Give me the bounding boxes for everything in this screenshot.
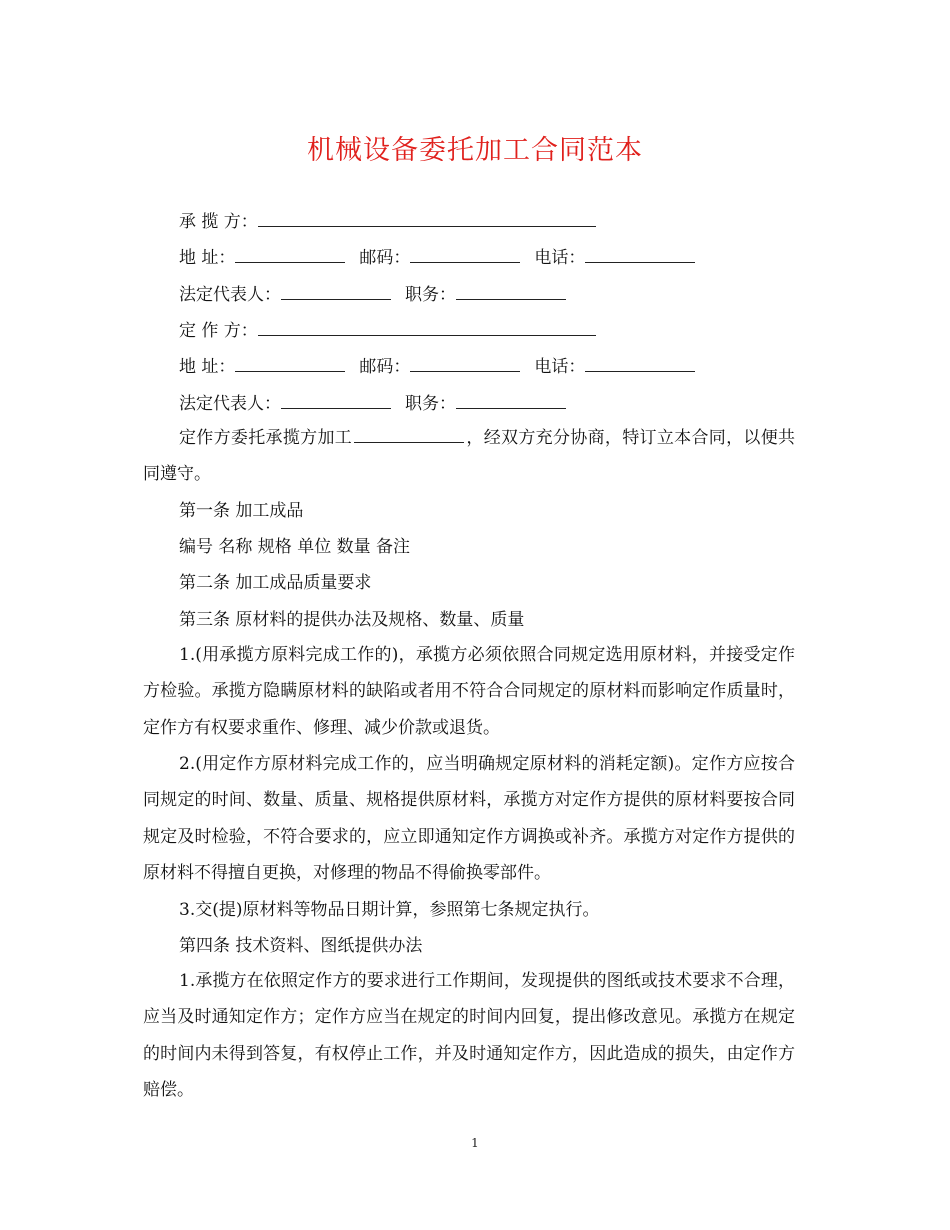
contractor-name-label: 承 揽 方： bbox=[179, 212, 258, 232]
contractor-position-label: 职务： bbox=[405, 285, 456, 305]
page-number: 1 bbox=[471, 1136, 479, 1150]
orderer-legal-rep-field[interactable] bbox=[281, 390, 391, 409]
contractor-legal-rep-field[interactable] bbox=[281, 281, 391, 300]
article-3-heading: 第三条 原材料的提供办法及规格、数量、质量 bbox=[179, 610, 525, 630]
orderer-phone-label: 电话： bbox=[534, 357, 586, 377]
orderer-name-line bbox=[179, 317, 600, 343]
orderer-postcode-label: 邮码： bbox=[359, 357, 411, 377]
orderer-name-label: 定 作 方： bbox=[179, 321, 258, 341]
orderer-legal-rep-label: 法定代表人： bbox=[179, 394, 281, 414]
orderer-name-field[interactable] bbox=[258, 317, 596, 336]
orderer-address-line bbox=[179, 353, 699, 379]
contractor-name-line bbox=[179, 208, 600, 234]
orderer-address-label: 地 址： bbox=[179, 357, 236, 377]
contractor-legal-rep-line bbox=[179, 281, 570, 307]
contractor-name-field[interactable] bbox=[258, 208, 596, 227]
article-4-heading: 第四条 技术资料、图纸提供办法 bbox=[179, 936, 423, 956]
orderer-address-field[interactable] bbox=[235, 353, 345, 372]
contractor-address-field[interactable] bbox=[235, 244, 345, 263]
intro-product-field[interactable] bbox=[354, 424, 464, 443]
contractor-legal-rep-label: 法定代表人： bbox=[179, 285, 281, 305]
article-1-heading: 第一条 加工成品 bbox=[179, 501, 304, 521]
intro-text-before: 定作方委托承揽方加工 bbox=[179, 428, 353, 448]
contractor-address-line bbox=[179, 244, 699, 270]
contractor-address-label: 地 址： bbox=[179, 248, 236, 268]
intro-text-after: ，经双方充分协商，特订立本合同，以便共同遵守。 bbox=[143, 428, 796, 485]
clause-3-1: 1.(用承揽方原料完成工作的)，承揽方必须依照合同规定选用原材料，并接受定作方检验。承揽方隐瞒原材料的缺陷或者用不符合合同规定的原材料而影响定作质量时，定作方有权要求重作、修理、减少价款或退货。 bbox=[143, 645, 795, 738]
contractor-phone-label: 电话： bbox=[534, 248, 586, 268]
contractor-postcode-field[interactable] bbox=[410, 244, 520, 263]
intro-paragraph bbox=[143, 420, 795, 493]
clause-4-1: 1.承揽方在依照定作方的要求进行工作期间，发现提供的图纸或技术要求不合理，应当及时通知定作方；定作方应当在规定的时间内回复，提出修改意见。承揽方在规定的时间内未得到答复，有权停止工作，并及时通知定作方，因此造成的损失，由定作方赔偿。 bbox=[143, 971, 795, 1100]
orderer-position-field[interactable] bbox=[456, 390, 566, 409]
orderer-legal-rep-line bbox=[179, 390, 570, 416]
contractor-position-field[interactable] bbox=[456, 281, 566, 300]
clause-3-2: 2.(用定作方原材料完成工作的，应当明确规定原材料的消耗定额)。定作方应按合同规定的时间、数量、质量、规格提供原材料，承揽方对定作方提供的原材料要按合同规定及时检验，不符合要求的，应立即通知定作方调换或补齐。承揽方对定作方提供的原材料不得擅自更换，对修理的物品不得偷换零部件。 bbox=[143, 754, 795, 883]
orderer-position-label: 职务： bbox=[405, 394, 456, 414]
article-2-heading: 第二条 加工成品质量要求 bbox=[179, 573, 372, 593]
orderer-postcode-field[interactable] bbox=[410, 353, 520, 372]
contractor-phone-field[interactable] bbox=[585, 244, 695, 263]
clause-3-3: 3.交(提)原材料等物品日期计算，参照第七条规定执行。 bbox=[179, 900, 600, 920]
orderer-phone-field[interactable] bbox=[585, 353, 695, 372]
product-columns-line: 编号 名称 规格 单位 数量 备注 bbox=[179, 537, 411, 557]
document-title: 机械设备委托加工合同范本 bbox=[307, 135, 643, 166]
contractor-postcode-label: 邮码： bbox=[359, 248, 411, 268]
